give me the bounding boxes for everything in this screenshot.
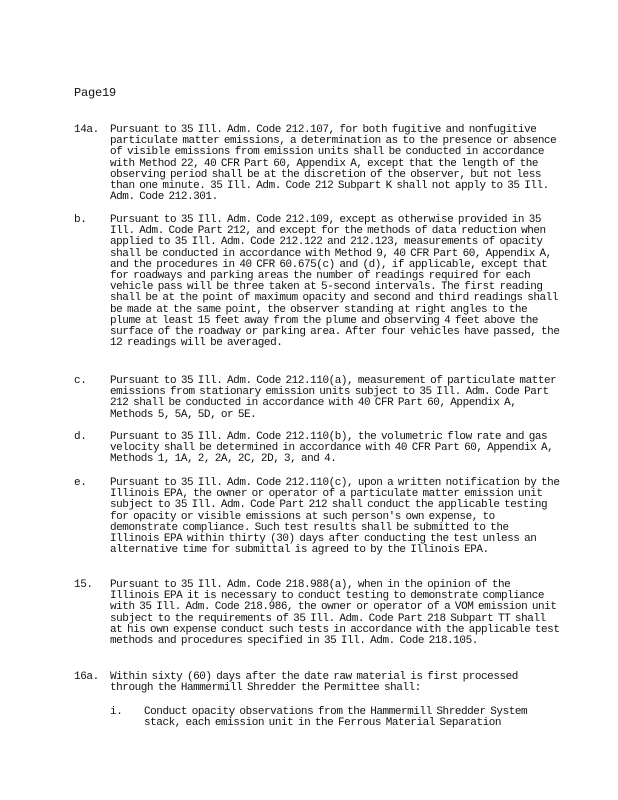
condition-text: Pursuant to 35 Ill. Adm. Code 212.107, for both fugitive and nonfugitive particulate matter emissions, a determination as to the presence or absence of visible emissions from emission units shall be conducted in accordance with Method 22, 40 CFR Part 60, Appendix A, except that the length of the observing period shall be at the discretion of the observer, but not less than one minute. 35 Ill. Adm. Code 212 Subpart K shall not apply to 35 Ill. Adm. Code 212.301.: [110, 124, 557, 204]
condition-label: d.: [74, 431, 87, 443]
page-number: Page19: [74, 86, 117, 100]
condition-text: Pursuant to 35 Ill. Adm. Code 212.109, except as otherwise provided in 35 Ill. Adm. Code Part 212, and except for the methods of data reduction when applied to 35 Ill. Adm. Code 212.122 and 212.123, measurements of opacity shall be conducted in accordance with Method 9, 40 CFR Part 60, Appendix A, and the procedures in 40 CFR 60.675(c) and (d), if applicable, except that for roadways and parking areas the number of readings required for each vehicle pass will be three taken at 5-second intervals. The first reading shall be at the point of maximum opacity and second and third readings shall be made at the same point, the observer standing at right angles to the plume at least 15 feet away from the plume and observing 4 feet above the surface of the roadway or parking area. After four vehicles have passed, the 12 readings will be averaged.: [110, 214, 560, 350]
condition-text: Within sixty (60) days after the date raw material is first processed through the Hammermill Shredder the Permittee shall:: [110, 671, 518, 695]
condition-label: b.: [74, 214, 87, 226]
condition-label: c.: [74, 375, 87, 387]
condition-label: 16a.: [74, 671, 99, 683]
condition-label: e.: [74, 477, 87, 489]
condition-text: Pursuant to 35 Ill. Adm. Code 218.988(a), when in the opinion of the Illinois EPA it is necessary to conduct testing to demonstrate compliance with 35 Ill. Adm. Code 218.986, the owner or operator of a VOM emission unit subject to the requirements of 35 Ill. Adm. Code Part 218 Subpart TT shall at his own expense conduct such tests in accordance with the applicable test methods and procedures specified in 35 Ill. Adm. Code 218.105.: [110, 579, 560, 648]
subcondition-text: Conduct opacity observations from the Hammermill Shredder System stack, each emission unit in the Ferrous Material Separation: [144, 706, 528, 730]
condition-text: Pursuant to 35 Ill. Adm. Code 212.110(c), upon a written notification by the Illinois EPA, the owner or operator of a particulate matter emission unit subject to 35 Ill. Adm. Code Part 212 shall conduct the applicable testing for opacity or visible emissions at such person's own expense, to demonstrate compliance. Such test results shall be submitted to the Illinois EPA within thirty (30) days after conducting the test unless an alternative time for submittal is agreed to by the Illinois EPA.: [110, 477, 560, 557]
subcondition-label: i.: [110, 706, 123, 718]
condition-label: 14a.: [74, 124, 99, 136]
condition-text: Pursuant to 35 Ill. Adm. Code 212.110(a), measurement of particulate matter emissions from stationary emission units subject to 35 Ill. Adm. Code Part 212 shall be conducted in accordance with 40 CFR Part 60, Appendix A, Methods 5, 5A, 5D, or 5E.: [110, 375, 557, 421]
condition-text: Pursuant to 35 Ill. Adm. Code 212.110(b), the volumetric flow rate and gas velocity shall be determined in accordance with 40 CFR Part 60, Appendix A, Methods 1, 1A, 2, 2A, 2C, 2D, 3, and 4.: [110, 431, 554, 466]
condition-label: 15.: [74, 579, 93, 591]
